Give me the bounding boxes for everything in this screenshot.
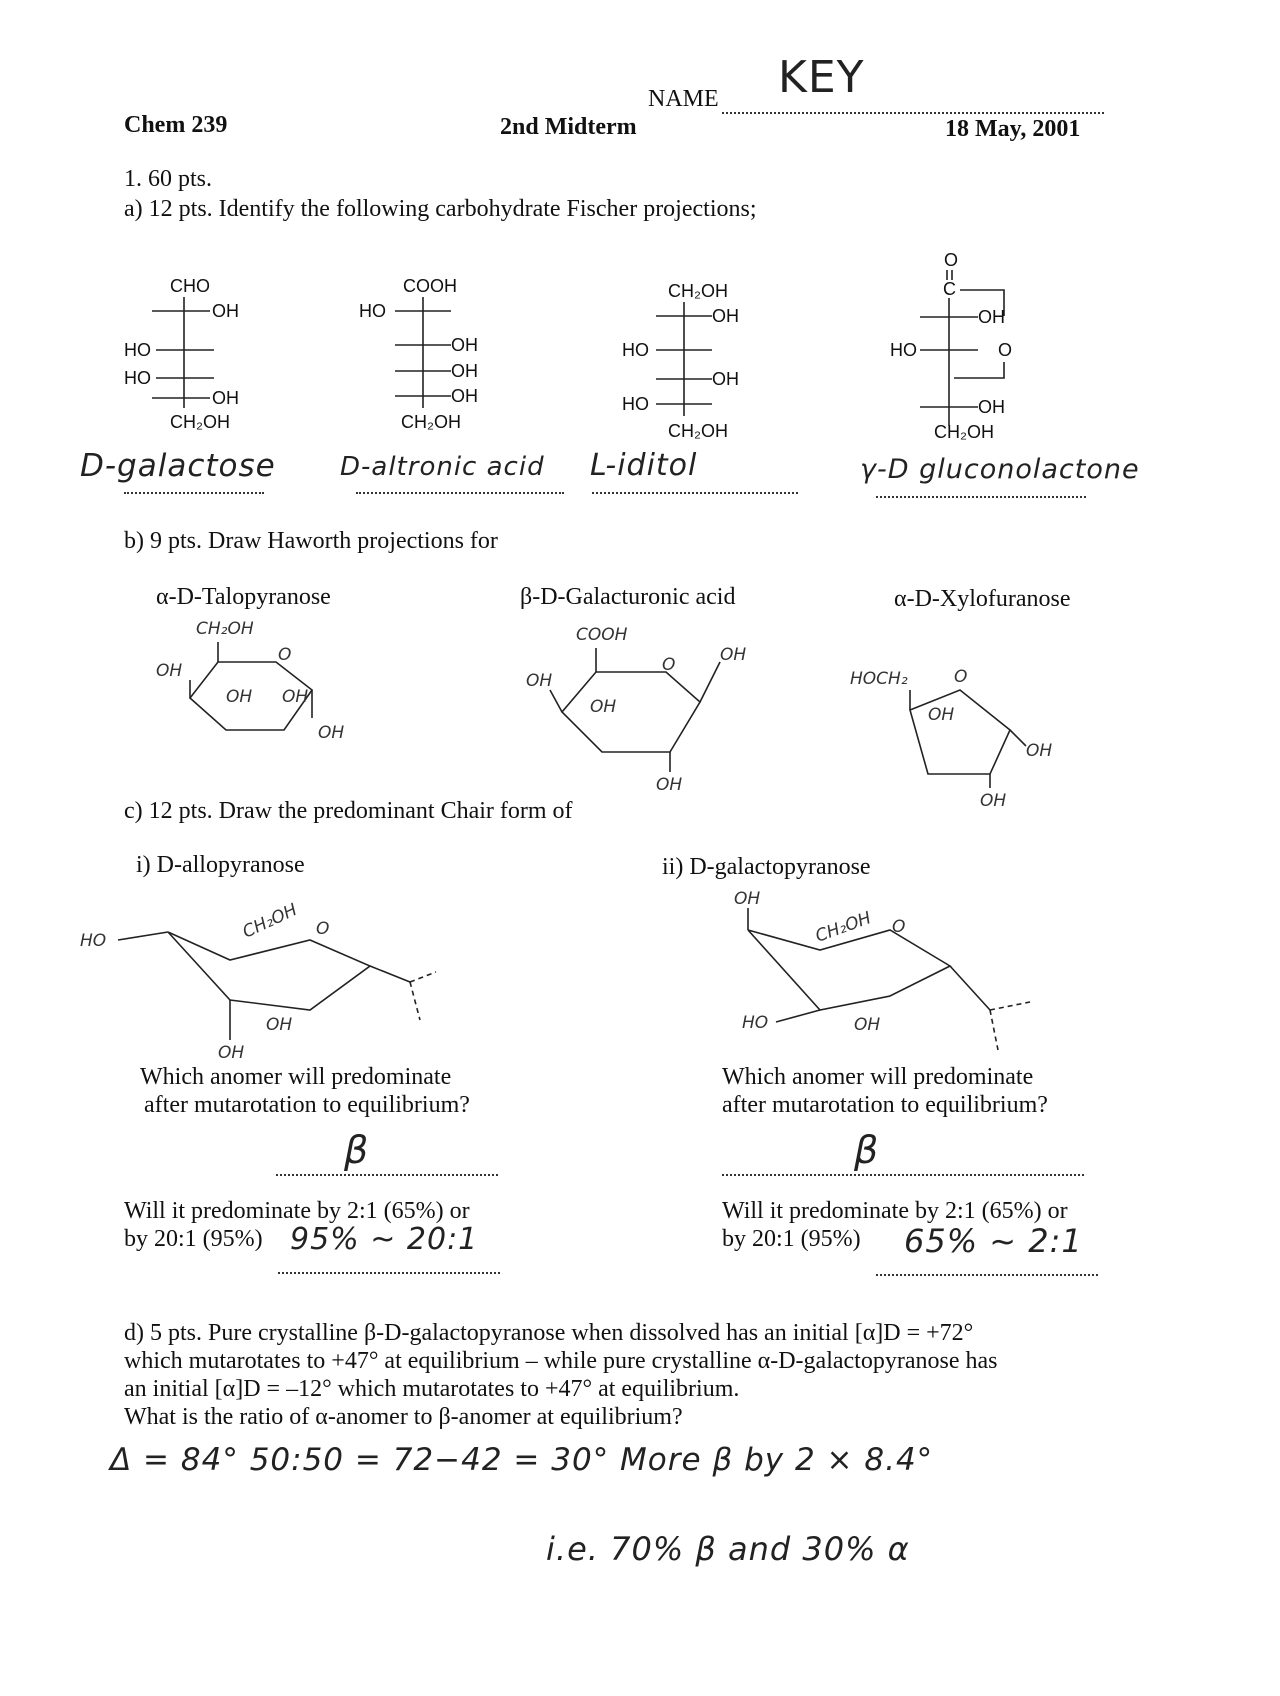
question-1c-prompt: c) 12 pts. Draw the predominant Chair form of: [124, 798, 573, 824]
haworth-substituent: OH: [318, 723, 345, 743]
left-ratio-question-2: by 20:1 (95%): [124, 1226, 263, 1252]
fischer-projection-altronic-acid: [355, 275, 485, 445]
fischer-ho: HO: [622, 340, 649, 360]
course-title: Chem 239: [124, 112, 228, 138]
right-ratio-question: Will it predominate by 2:1 (65%) or: [722, 1198, 1068, 1224]
fischer-bottom-group: CH₂OH: [668, 421, 728, 441]
right-ratio-question-2: by 20:1 (95%): [722, 1226, 861, 1252]
fischer-oh: OH: [212, 301, 239, 321]
chair-substituent: HO: [80, 931, 107, 951]
left-anomer-answer: β: [344, 1128, 370, 1172]
chair-left-title: i) D-allopyranose: [136, 852, 305, 878]
haworth-ring-o: O: [954, 667, 968, 687]
chair-ring-o: O: [892, 917, 906, 937]
question-1b-prompt: b) 9 pts. Draw Haworth projections for: [124, 528, 498, 554]
haworth-item-1: α-D-Talopyranose: [156, 584, 331, 610]
right-anomer-answer: β: [854, 1128, 880, 1172]
left-anomer-question: Which anomer will predominate: [140, 1064, 452, 1090]
chair-substituent: OH: [218, 1043, 245, 1063]
fischer-top-group: CH₂OH: [668, 281, 728, 301]
fischer-oh: OH: [978, 397, 1005, 417]
haworth-substituent: OH: [1026, 741, 1053, 761]
left-anomer-line[interactable]: [276, 1164, 498, 1176]
left-ratio-question: Will it predominate by 2:1 (65%) or: [124, 1198, 470, 1224]
fischer-projection-galactose: [120, 275, 250, 445]
chair-substituent: OH: [734, 889, 761, 909]
right-anomer-line[interactable]: [722, 1164, 1084, 1176]
haworth-substituent: OH: [282, 687, 309, 707]
haworth-substituent: OH: [656, 775, 683, 795]
fischer-carbonyl-o: O: [944, 250, 959, 270]
haworth-substituent: OH: [590, 697, 617, 717]
haworth-substituent: OH: [226, 687, 253, 707]
chair-substituent: OH: [854, 1015, 881, 1035]
haworth-substituent: OH: [928, 705, 955, 725]
haworth-substituent: HOCH₂: [850, 669, 908, 689]
question-1d-work-2: i.e. 70% β and 30% α: [546, 1530, 910, 1568]
answer-fischer-4: γ-D gluconolactone: [860, 454, 1140, 485]
chair-substituent: CH₂OH: [812, 908, 874, 947]
answer-line-2[interactable]: [356, 478, 564, 494]
right-anomer-question-2: after mutarotation to equilibrium?: [722, 1092, 1048, 1118]
question-1d-work-1: Δ = 84° 50:50 = 72−42 = 30° More β by 2 × 8.4°: [110, 1442, 934, 1478]
haworth-item-2: β-D-Galacturonic acid: [520, 584, 736, 610]
fischer-carbonyl-c: C: [943, 279, 956, 299]
right-ratio-answer: 65% ~ 2:1: [904, 1222, 1083, 1260]
haworth-xylofuranose: [850, 660, 1070, 810]
chair-ring-o: O: [316, 919, 330, 939]
haworth-substituent: OH: [980, 791, 1007, 811]
name-label: NAME: [648, 86, 719, 112]
fischer-ho: HO: [124, 340, 151, 360]
chair-substituent: OH: [266, 1015, 293, 1035]
chair-substituent: HO: [742, 1013, 769, 1033]
haworth-talopyranose: [150, 618, 390, 748]
fischer-oh: OH: [451, 335, 478, 355]
fischer-oh: OH: [451, 361, 478, 381]
chair-substituent: CH₂OH: [239, 900, 301, 943]
fischer-ring-o: O: [998, 340, 1013, 360]
fischer-oh: OH: [451, 386, 478, 406]
answer-line-3[interactable]: [592, 478, 798, 494]
right-ratio-line[interactable]: [876, 1264, 1098, 1276]
chair-galactopyranose: [720, 890, 1060, 1080]
haworth-ring-o: O: [662, 655, 676, 675]
haworth-substituent: OH: [156, 661, 183, 681]
haworth-item-3: α-D-Xylofuranose: [894, 586, 1071, 612]
haworth-galacturonic-acid: [520, 622, 800, 795]
answer-line-1[interactable]: [124, 478, 264, 494]
fischer-bottom-group: CH₂OH: [934, 422, 994, 442]
fischer-top-group: CHO: [170, 276, 210, 296]
question-1a-prompt: a) 12 pts. Identify the following carbohydrate Fischer projections;: [124, 196, 757, 222]
question-1d-line-2: which mutarotates to +47° at equilibrium – while pure crystalline α-D-galactopyranose has: [124, 1348, 998, 1374]
haworth-substituent: OH: [720, 645, 747, 665]
chair-right-title: ii) D-galactopyranose: [662, 854, 871, 880]
fischer-ho: HO: [622, 394, 649, 414]
question-1-title: 1. 60 pts.: [124, 166, 213, 192]
fischer-bottom-group: CH₂OH: [170, 412, 230, 432]
answer-fischer-2: D-altronic acid: [340, 452, 545, 482]
question-1d-line-4: What is the ratio of α-anomer to β-anomer at equilibrium?: [124, 1404, 683, 1430]
haworth-substituent: CH₂OH: [196, 619, 254, 639]
haworth-substituent: OH: [526, 671, 553, 691]
haworth-ring-o: O: [278, 645, 292, 665]
right-anomer-question: Which anomer will predominate: [722, 1064, 1034, 1090]
answer-fischer-3: L-iditol: [590, 448, 698, 483]
fischer-oh: OH: [712, 306, 739, 326]
left-ratio-line[interactable]: [278, 1262, 500, 1274]
question-1d-line-1: d) 5 pts. Pure crystalline β-D-galactopyranose when dissolved has an initial [α]D = +72°: [124, 1320, 974, 1346]
chair-allopyranose: [80, 890, 460, 1080]
fischer-oh: OH: [212, 388, 239, 408]
fischer-ho: HO: [890, 340, 917, 360]
left-ratio-answer: 95% ~ 20:1: [290, 1222, 479, 1257]
haworth-substituent: COOH: [576, 625, 628, 645]
answer-line-4[interactable]: [876, 482, 1086, 498]
fischer-oh: OH: [712, 369, 739, 389]
exam-title: 2nd Midterm: [500, 114, 637, 140]
fischer-top-group: COOH: [403, 276, 457, 296]
answer-fischer-1: D-galactose: [80, 448, 276, 484]
fischer-bottom-group: CH₂OH: [401, 412, 461, 432]
fischer-projection-gluconolactone: [890, 250, 1040, 450]
fischer-ho: HO: [359, 301, 386, 321]
name-answer: KEY: [778, 52, 865, 103]
fischer-ho: HO: [124, 368, 151, 388]
question-1d-line-3: an initial [α]D = –12° which mutarotates to +47° at equilibrium.: [124, 1376, 740, 1402]
fischer-oh: OH: [978, 307, 1005, 327]
exam-date: 18 May, 2001: [945, 116, 1081, 142]
fischer-projection-iditol: [622, 280, 752, 450]
left-anomer-question-2: after mutarotation to equilibrium?: [144, 1092, 470, 1118]
